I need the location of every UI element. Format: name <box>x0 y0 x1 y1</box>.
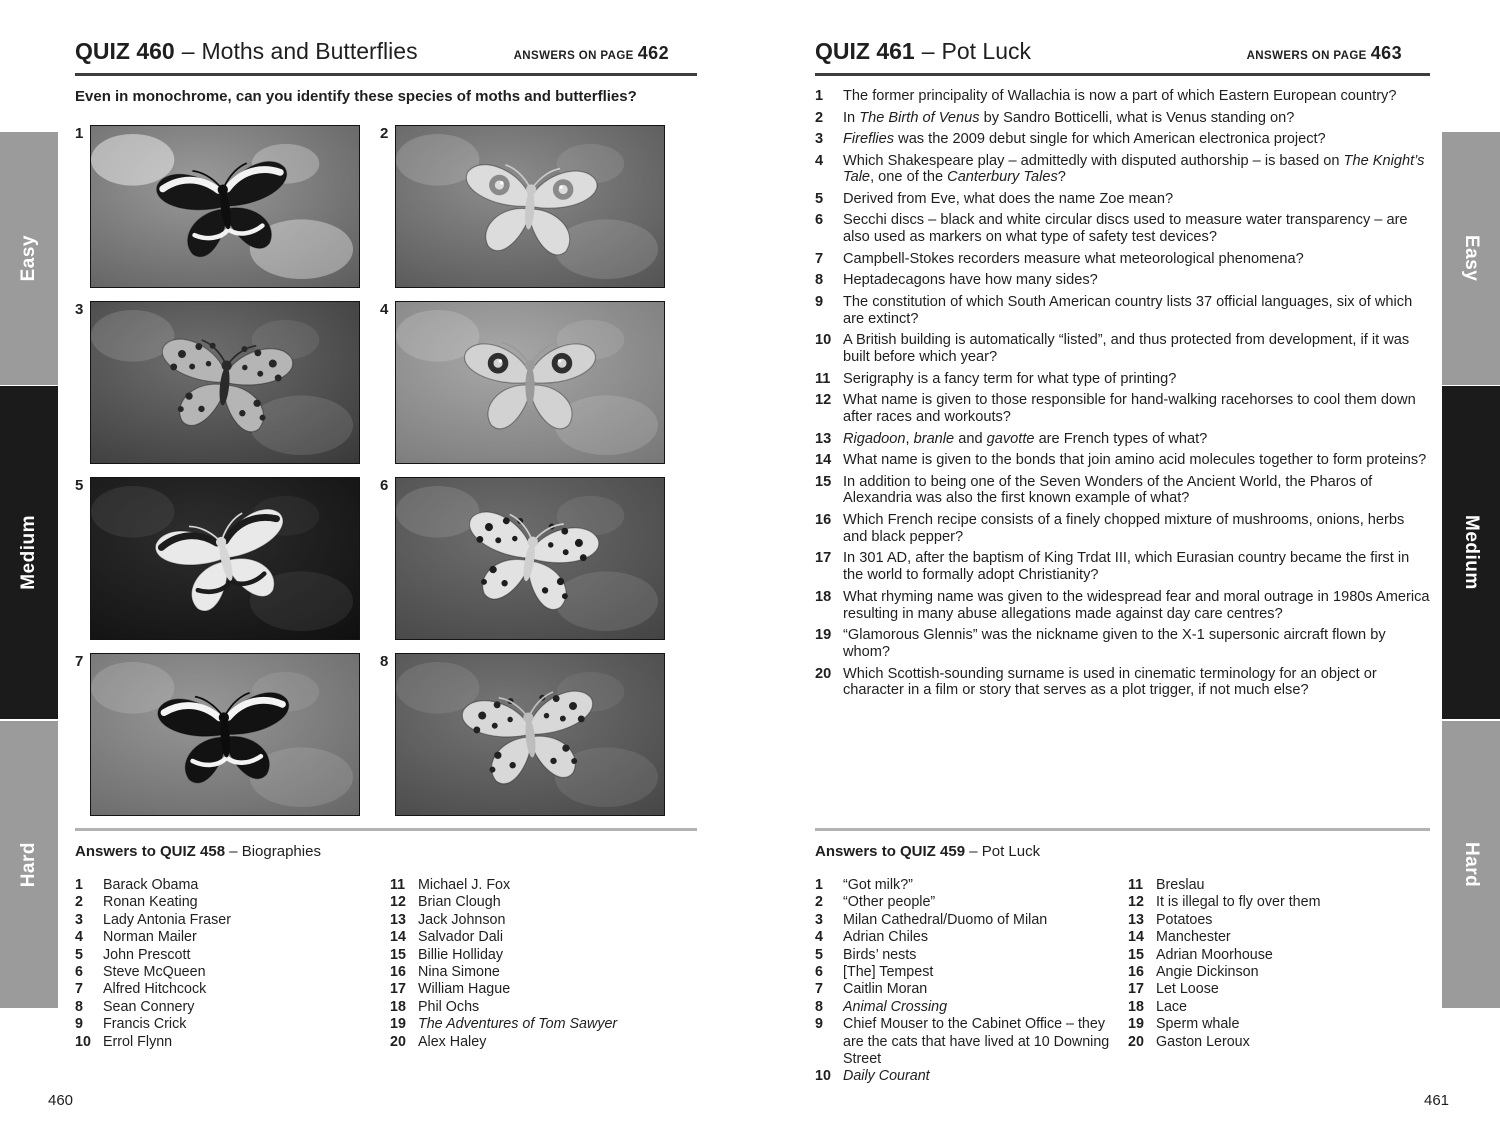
answer-number: 9 <box>75 1016 83 1033</box>
answer-text: Milan Cathedral/Duomo of Milan <box>843 911 1048 928</box>
answer-item-459-1 <box>815 877 1128 894</box>
answers-459-heading: Answers to QUIZ 459 – Pot Luck <box>815 843 1041 860</box>
butterfly-photo <box>90 653 360 816</box>
answers-reference <box>514 43 697 64</box>
answer-number: 15 <box>1128 946 1144 963</box>
quiz-question-3 <box>815 131 1430 148</box>
quiz-question-15 <box>815 474 1430 508</box>
answer-text: “Got milk?” <box>843 877 913 893</box>
answer-item-458-16 <box>390 964 697 981</box>
answer-number: 3 <box>75 911 83 928</box>
answer-number: 11 <box>1128 877 1144 893</box>
butterfly-photo <box>90 301 360 464</box>
page-number-right: 461 <box>1424 1092 1450 1109</box>
answer-text: Phil Ochs <box>418 998 480 1015</box>
quiz-question-13 <box>815 431 1430 448</box>
answer-item-459-2 <box>815 894 1128 911</box>
answer-text: Alex Haley <box>418 1033 487 1050</box>
photo-number: 3 <box>75 301 84 318</box>
answer-number: 7 <box>815 981 823 998</box>
question-number: 16 <box>815 511 832 528</box>
answer-number: 16 <box>1128 964 1144 981</box>
butterfly-photo <box>90 477 360 640</box>
answer-text: Sean Connery <box>103 998 195 1015</box>
section-divider <box>815 828 1430 831</box>
moth-photo <box>395 301 665 464</box>
answer-text: Jack Johnson <box>418 911 506 928</box>
photo-item-6 <box>380 477 665 640</box>
answer-text: Lady Antonia Fraser <box>103 911 231 928</box>
question-number: 4 <box>815 152 824 169</box>
question-number: 7 <box>815 250 824 267</box>
answer-item-459-13 <box>1128 912 1430 929</box>
question-text: What rhyming name was given to the widespread fear and moral outrage in 1980s America resulting in many abuse allegations made against day care centres? <box>843 588 1430 622</box>
answer-number: 12 <box>1128 894 1144 911</box>
answer-number: 20 <box>1128 1033 1144 1050</box>
question-text: Fireflies was the 2009 debut single for which American electronica project? <box>843 131 1326 147</box>
answer-number: 6 <box>75 964 83 981</box>
difficulty-tab-label: Hard <box>18 841 39 888</box>
answer-item-459-17 <box>1128 981 1430 998</box>
answer-item-458-19 <box>390 1016 697 1033</box>
answer-item-459-16 <box>1128 964 1430 981</box>
question-number: 8 <box>815 272 824 289</box>
quiz-461-title <box>815 38 1031 65</box>
answer-text: Errol Flynn <box>103 1033 173 1050</box>
quiz-question-14 <box>815 452 1430 469</box>
difficulty-tab-medium-right <box>1442 386 1500 719</box>
answer-number: 14 <box>390 929 406 946</box>
question-number: 19 <box>815 627 832 644</box>
answer-text: Breslau <box>1156 877 1205 893</box>
answer-number: 10 <box>815 1068 831 1085</box>
answer-number: 14 <box>1128 929 1144 946</box>
answer-text: Steve McQueen <box>103 964 206 981</box>
answer-text: Sperm whale <box>1156 1016 1240 1033</box>
photo-item-5 <box>75 477 360 640</box>
question-text: The former principality of Wallachia is now a part of which Eastern European country? <box>843 88 1397 104</box>
question-text: What name is given to the bonds that join amino acid molecules together to form proteins? <box>843 452 1427 469</box>
answer-item-458-4 <box>75 929 390 946</box>
answer-text: Birds’ nests <box>843 946 917 963</box>
difficulty-tab-hard-right <box>1442 721 1500 1008</box>
photo-item-7 <box>75 653 360 816</box>
answer-item-458-20 <box>390 1034 697 1051</box>
answer-number: 17 <box>390 981 406 998</box>
title-dash: – <box>181 38 195 64</box>
question-text: Derived from Eve, what does the name Zoe mean? <box>843 190 1174 207</box>
quiz-question-4 <box>815 153 1430 187</box>
answer-number: 5 <box>815 946 823 963</box>
quiz-question-10 <box>815 332 1430 366</box>
quiz-question-8 <box>815 272 1430 289</box>
answer-text: Adrian Chiles <box>843 929 929 946</box>
photo-item-4 <box>380 301 665 464</box>
question-number: 6 <box>815 212 824 229</box>
question-text: Secchi discs – black and white circular discs used to measure water transparency – are also used as markers on what type of safety test devices? <box>843 212 1408 246</box>
answer-text: Billie Holliday <box>418 946 504 963</box>
answer-text: Salvador Dali <box>418 929 504 946</box>
difficulty-tab-label: Hard <box>1461 841 1482 888</box>
answer-item-459-19 <box>1128 1016 1430 1033</box>
difficulty-tab-label: Easy <box>1461 235 1482 282</box>
answer-text: Alfred Hitchcock <box>103 981 207 998</box>
quiz-460-title <box>75 38 418 65</box>
answer-item-458-15 <box>390 947 697 964</box>
photo-item-1 <box>75 125 360 288</box>
answer-text: Brian Clough <box>418 894 501 911</box>
answer-text: Barack Obama <box>103 877 199 893</box>
question-number: 9 <box>815 293 824 310</box>
quiz-question-7 <box>815 251 1430 268</box>
photo-number: 6 <box>380 477 389 494</box>
answer-item-458-9 <box>75 1016 390 1033</box>
answer-number: 13 <box>1128 911 1144 928</box>
difficulty-tab-medium-left <box>0 386 58 719</box>
answer-item-458-17 <box>390 981 697 998</box>
question-number: 5 <box>815 190 824 207</box>
question-number: 20 <box>815 665 832 682</box>
question-number: 14 <box>815 452 832 469</box>
answer-number: 9 <box>815 1016 823 1033</box>
question-text: Rigadoon, branle and gavotte are French types of what? <box>843 430 1208 447</box>
question-text: Which Shakespeare play – admittedly with disputed authorship – is based on The Knight’s Tale, one of the Canterbury Tales? <box>843 152 1425 186</box>
answer-item-458-3 <box>75 912 390 929</box>
answer-number: 20 <box>390 1033 406 1050</box>
title-dash: – <box>921 38 935 64</box>
answer-number: 5 <box>75 946 83 963</box>
answer-number: 6 <box>815 964 823 981</box>
answer-text: Animal Crossing <box>843 998 948 1015</box>
answer-number: 18 <box>390 998 406 1015</box>
answer-item-459-4 <box>815 929 1128 946</box>
question-number: 12 <box>815 392 832 409</box>
answer-number: 19 <box>1128 1016 1144 1033</box>
section-divider <box>75 828 697 831</box>
quiz-question-6 <box>815 212 1430 246</box>
difficulty-tab-label: Medium <box>18 515 39 590</box>
quiz-461-questions <box>815 88 1430 704</box>
quiz-question-1 <box>815 88 1430 105</box>
question-text: Heptadecagons have how many sides? <box>843 272 1098 289</box>
answer-item-458-5 <box>75 947 390 964</box>
answers-ref-page: 463 <box>1370 43 1402 63</box>
moth-photo <box>395 653 665 816</box>
answer-text: Manchester <box>1156 929 1231 946</box>
answer-item-459-15 <box>1128 947 1430 964</box>
quiz-460-instruction: Even in monochrome, can you identify these species of moths and butterflies? <box>75 88 637 105</box>
question-text: In addition to being one of the Seven Wonders of the Ancient World, the Pharos of Alexandria was also the first known example of what? <box>843 473 1373 507</box>
quiz-question-17 <box>815 550 1430 584</box>
quiz-question-2 <box>815 110 1430 127</box>
answers-reference <box>1247 43 1430 64</box>
answer-item-458-6 <box>75 964 390 981</box>
question-number: 11 <box>815 370 831 387</box>
quiz-topic: Pot Luck <box>941 38 1032 64</box>
quiz-question-12 <box>815 392 1430 426</box>
difficulty-tab-easy-right <box>1442 132 1500 385</box>
question-number: 15 <box>815 473 832 490</box>
question-number: 18 <box>815 588 832 605</box>
answer-item-458-14 <box>390 929 697 946</box>
question-number: 1 <box>815 88 824 104</box>
photo-item-8 <box>380 653 665 816</box>
question-number: 13 <box>815 430 832 447</box>
answer-item-458-1 <box>75 877 390 894</box>
answer-number: 4 <box>75 929 83 946</box>
answers-quiz-458-section <box>75 828 697 1051</box>
question-text: In The Birth of Venus by Sandro Botticelli, what is Venus standing on? <box>843 109 1295 126</box>
quiz-question-20 <box>815 666 1430 700</box>
answer-text: Adrian Moorhouse <box>1156 946 1273 963</box>
answer-item-459-8 <box>815 999 1128 1016</box>
photo-item-2 <box>380 125 665 288</box>
answer-number: 16 <box>390 964 406 981</box>
photo-item-3 <box>75 301 360 464</box>
answer-number: 2 <box>815 894 823 911</box>
answer-number: 11 <box>390 877 406 893</box>
answer-number: 1 <box>815 877 823 893</box>
quiz-question-11 <box>815 371 1430 388</box>
answer-text: [The] Tempest <box>843 964 934 981</box>
butterfly-photo <box>90 125 360 288</box>
answer-text: Norman Mailer <box>103 929 197 946</box>
answer-number: 18 <box>1128 998 1144 1015</box>
answer-item-458-8 <box>75 999 390 1016</box>
answer-text: “Other people” <box>843 894 936 911</box>
question-text: Campbell-Stokes recorders measure what meteorological phenomena? <box>843 250 1304 267</box>
answer-number: 12 <box>390 894 406 911</box>
answer-item-458-7 <box>75 981 390 998</box>
answer-item-459-3 <box>815 912 1128 929</box>
answer-item-458-2 <box>75 894 390 911</box>
answer-item-459-18 <box>1128 999 1430 1016</box>
quiz-topic: Moths and Butterflies <box>201 38 418 64</box>
photo-number: 2 <box>380 125 389 142</box>
answer-item-459-12 <box>1128 894 1430 911</box>
answer-number: 7 <box>75 981 83 998</box>
answer-text: William Hague <box>418 981 511 998</box>
answer-item-459-7 <box>815 981 1128 998</box>
quiz-number: QUIZ 461 <box>815 38 915 64</box>
answer-number: 10 <box>75 1033 91 1050</box>
answers-ref-label: ANSWERS ON PAGE <box>1246 50 1367 62</box>
moth-photo <box>395 125 665 288</box>
answer-text: Caitlin Moran <box>843 981 928 998</box>
answer-text: Michael J. Fox <box>418 877 511 893</box>
quiz-question-5 <box>815 191 1430 208</box>
answer-number: 8 <box>75 998 83 1015</box>
answer-text: Daily Courant <box>843 1068 930 1085</box>
question-text: What name is given to those responsible for hand-walking racehorses to cool them down after races and workouts? <box>843 392 1416 426</box>
quiz-460-header <box>75 38 697 76</box>
quiz-question-18 <box>815 589 1430 623</box>
page-number-left: 460 <box>48 1092 74 1109</box>
answer-number: 4 <box>815 929 823 946</box>
answer-item-458-18 <box>390 999 697 1016</box>
question-number: 2 <box>815 109 824 126</box>
answer-number: 1 <box>75 877 83 893</box>
answer-number: 8 <box>815 998 823 1015</box>
photo-number: 4 <box>380 301 389 318</box>
butterfly-photo-grid <box>75 125 700 816</box>
difficulty-tab-label: Medium <box>1461 515 1482 590</box>
question-text: Serigraphy is a fancy term for what type of printing? <box>843 370 1177 387</box>
answers-ref-label: ANSWERS ON PAGE <box>513 50 634 62</box>
answer-number: 19 <box>390 1016 406 1033</box>
answer-item-459-11 <box>1128 877 1430 894</box>
answer-text: Lace <box>1156 998 1188 1015</box>
answer-item-458-10 <box>75 1034 390 1051</box>
difficulty-tab-easy-left <box>0 132 58 385</box>
photo-number: 5 <box>75 477 84 494</box>
answer-text: It is illegal to fly over them <box>1156 894 1321 911</box>
answer-text: Angie Dickinson <box>1156 964 1259 981</box>
quiz-question-16 <box>815 512 1430 546</box>
answer-item-458-13 <box>390 912 697 929</box>
moth-photo <box>395 477 665 640</box>
question-number: 3 <box>815 131 824 147</box>
question-text: Which French recipe consists of a finely chopped mixture of mushrooms, onions, herbs and black pepper? <box>843 511 1405 545</box>
answer-text: The Adventures of Tom Sawyer <box>418 1016 618 1033</box>
answer-item-459-5 <box>815 947 1128 964</box>
quiz-question-19 <box>815 627 1430 661</box>
question-text: Which Scottish-sounding surname is used in cinematic terminology for an object or character in a film or story that serves as a plot trigger, if not much else? <box>843 665 1377 699</box>
answer-text: Potatoes <box>1156 911 1213 928</box>
question-text: The constitution of which South American country lists 37 official languages, six of which are extinct? <box>843 293 1413 327</box>
quiz-461-header <box>815 38 1430 76</box>
answer-number: 17 <box>1128 981 1144 998</box>
answer-text: Let Loose <box>1156 981 1219 998</box>
answer-item-459-14 <box>1128 929 1430 946</box>
question-text: A British building is automatically “listed”, and thus protected from development, if it was built before which year? <box>843 332 1410 366</box>
photo-number: 1 <box>75 125 84 142</box>
answer-number: 3 <box>815 911 823 928</box>
answer-item-458-11 <box>390 877 697 894</box>
answer-item-458-12 <box>390 894 697 911</box>
photo-number: 8 <box>380 653 389 670</box>
answer-item-459-10 <box>815 1068 1128 1085</box>
answer-text: Ronan Keating <box>103 894 198 911</box>
answer-item-459-9 <box>815 1016 1128 1068</box>
answers-ref-page: 462 <box>637 43 669 63</box>
answer-text: Gaston Leroux <box>1156 1033 1250 1050</box>
quiz-question-9 <box>815 294 1430 328</box>
answer-text: John Prescott <box>103 946 191 963</box>
answer-number: 13 <box>390 911 406 928</box>
answers-quiz-459-section <box>815 828 1430 1086</box>
question-text: “Glamorous Glennis” was the nickname given to the X-1 supersonic aircraft flown by whom? <box>843 627 1386 661</box>
answers-458-heading: Answers to QUIZ 458 – Biographies <box>75 843 321 860</box>
answer-item-459-6 <box>815 964 1128 981</box>
difficulty-tab-label: Easy <box>18 235 39 282</box>
answer-text: Chief Mouser to the Cabinet Office – they are the cats that have lived at 10 Downing Street <box>843 1016 1110 1068</box>
question-number: 17 <box>815 550 832 567</box>
photo-number: 7 <box>75 653 84 670</box>
question-number: 10 <box>815 332 832 349</box>
answer-text: Francis Crick <box>103 1016 187 1033</box>
quiz-number: QUIZ 460 <box>75 38 175 64</box>
difficulty-tab-hard-left <box>0 721 58 1008</box>
answer-number: 15 <box>390 946 406 963</box>
answer-item-459-20 <box>1128 1034 1430 1051</box>
answer-number: 2 <box>75 894 83 911</box>
question-text: In 301 AD, after the baptism of King Trdat III, which Eurasian country became the first in the world to formally adopt Christianity? <box>843 550 1410 584</box>
answer-text: Nina Simone <box>418 964 500 981</box>
